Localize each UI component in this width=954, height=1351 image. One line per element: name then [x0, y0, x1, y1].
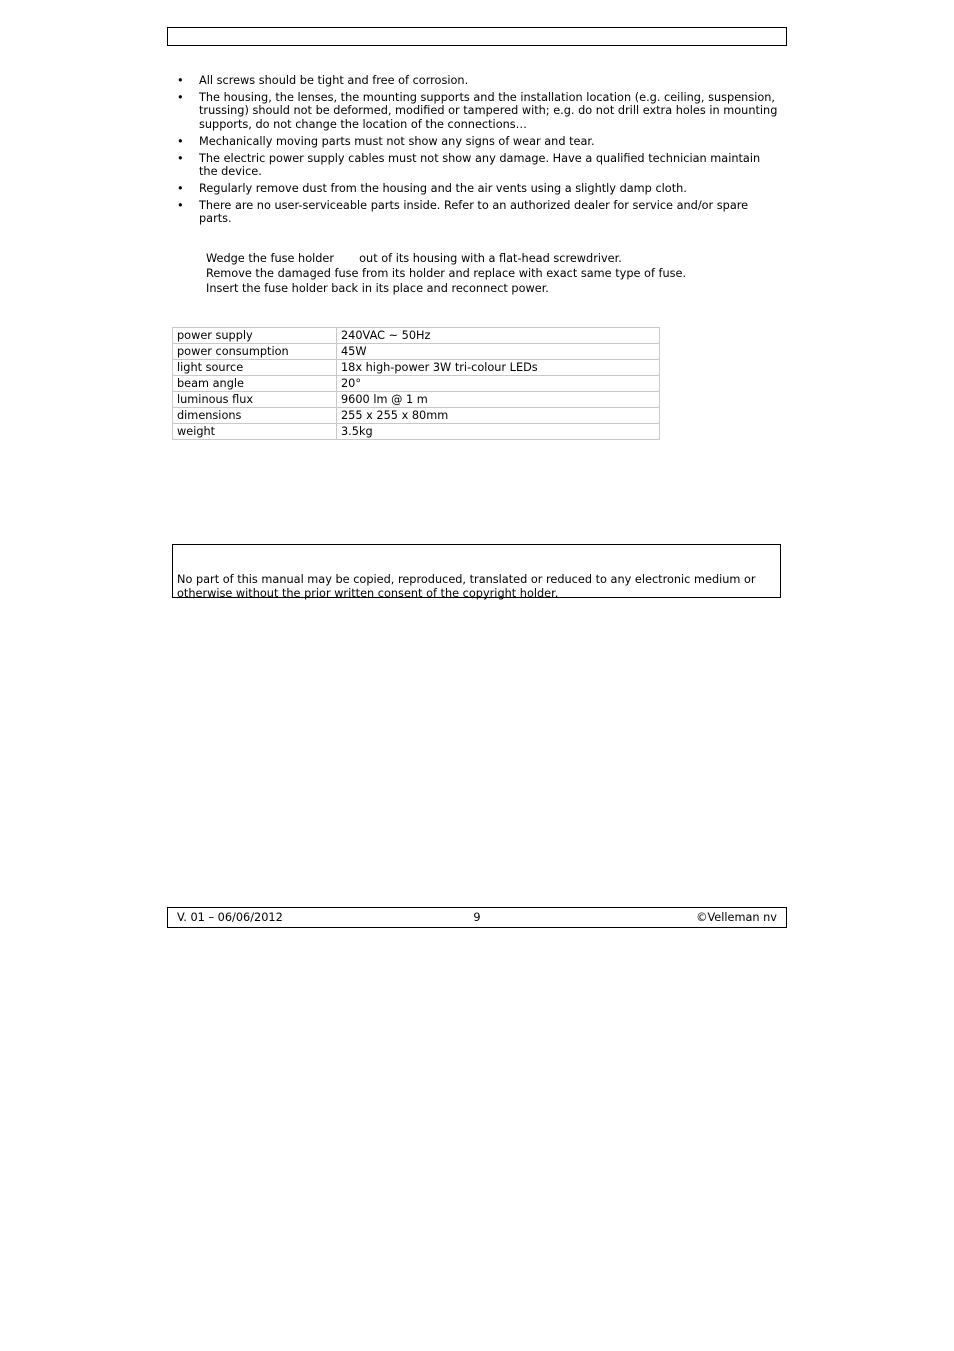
specifications-table	[172, 327, 660, 440]
list-item	[177, 152, 781, 179]
spec-value: 18x high-power 3W tri-colour LEDs	[337, 360, 660, 376]
table-row	[173, 392, 660, 408]
table-row	[173, 376, 660, 392]
list-item	[177, 91, 781, 132]
bullet-icon: •	[177, 198, 184, 212]
list-item-text: The electric power supply cables must not show any damage. Have a qualified technician maintain the device.	[199, 151, 761, 179]
table-row	[173, 328, 660, 344]
table-row	[173, 408, 660, 424]
copyright-holder: ©Velleman nv	[696, 911, 777, 924]
spec-label: luminous flux	[173, 392, 337, 408]
spec-value: 45W	[337, 344, 660, 360]
table-row	[173, 344, 660, 360]
spec-label: weight	[173, 424, 337, 440]
bullet-icon: •	[177, 182, 184, 196]
copyright-notice-box	[172, 544, 781, 598]
bullet-icon: •	[177, 74, 184, 87]
step-text: Insert the fuse holder back in its place and reconnect power.	[206, 282, 549, 295]
spec-label: power supply	[173, 328, 337, 344]
spec-value: 255 x 255 x 80mm	[337, 408, 660, 424]
spec-label: dimensions	[173, 408, 337, 424]
spec-label: power consumption	[173, 344, 337, 360]
list-item	[177, 199, 781, 226]
maintenance-list	[177, 74, 781, 229]
list-item	[177, 135, 781, 149]
spec-value: 9600 lm @ 1 m	[337, 392, 660, 408]
list-item-text: Regularly remove dust from the housing and the air vents using a slightly damp cloth.	[199, 182, 687, 196]
header-box	[167, 27, 787, 46]
list-item-text: There are no user-serviceable parts inside. Refer to an authorized dealer for service and/or spare parts.	[199, 198, 749, 226]
table-row	[173, 424, 660, 440]
spec-label: light source	[173, 360, 337, 376]
list-item-text: The housing, the lenses, the mounting supports and the installation location (e.g. ceiling, suspension, trussing) should not be deformed, modified or tampered with; e.g. do not drill extra holes in mounting supports, do not change the location of the connections…	[199, 90, 778, 131]
spec-label: beam angle	[173, 376, 337, 392]
bullet-icon: •	[177, 90, 184, 104]
list-item-text: All screws should be tight and free of corrosion.	[199, 74, 469, 87]
step-text: Remove the damaged fuse from its holder and replace with exact same type of fuse.	[206, 267, 687, 280]
spec-value: 20°	[337, 376, 660, 392]
table-row	[173, 360, 660, 376]
step-text: Wedge the fuse holder out of its housing with a flat-head screwdriver.	[206, 252, 622, 265]
bullet-icon: •	[177, 134, 184, 148]
page-number: 9	[473, 911, 481, 924]
bullet-icon: •	[177, 151, 184, 165]
spec-value: 3.5kg	[337, 424, 660, 440]
version-date: V. 01 – 06/06/2012	[177, 911, 283, 924]
spec-value: 240VAC ~ 50Hz	[337, 328, 660, 344]
list-item-text: Mechanically moving parts must not show any signs of wear and tear.	[199, 134, 595, 148]
fuse-replacement-steps	[206, 251, 766, 296]
list-item	[177, 74, 781, 88]
list-item	[177, 182, 781, 196]
page-footer	[167, 907, 787, 928]
copyright-notice: No part of this manual may be copied, reproduced, translated or reduced to any electronic medium or otherwise without the prior written consent of the copyright holder.	[177, 573, 756, 600]
